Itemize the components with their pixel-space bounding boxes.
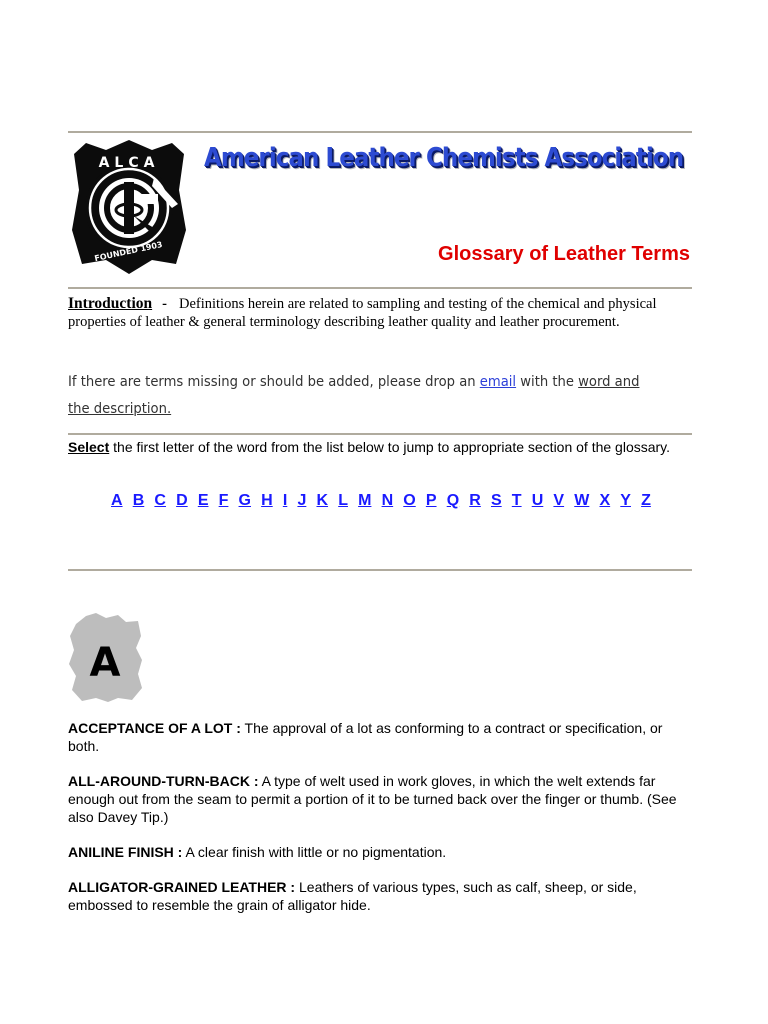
glossary-definition: A clear finish with little or no pigmentation. [182, 844, 447, 860]
glossary-entry [68, 878, 692, 914]
glossary-term: ALLIGATOR-GRAINED LEATHER : [68, 879, 296, 895]
add-terms-request [68, 369, 655, 423]
glossary-entry [68, 772, 692, 826]
alphabet-link-c[interactable]: C [154, 492, 166, 509]
alphabet-link-j[interactable]: J [297, 492, 307, 509]
alphabet-link-a[interactable]: A [111, 492, 123, 509]
intro-heading: Introduction [68, 295, 153, 312]
alphabet-index [111, 492, 651, 510]
alphabet-link-y[interactable]: Y [620, 492, 631, 509]
alphabet-link-n[interactable]: N [381, 492, 394, 509]
alphabet-link-t[interactable]: T [511, 492, 522, 509]
glossary-definition: A type of welt used in work gloves, in which the welt extends far enough out from the seam to permit a portion of it to be turned back over the finger or thumb. (See also Davey Tip.) [68, 773, 677, 825]
alphabet-link-q[interactable]: Q [446, 492, 460, 509]
alphabet-link-b[interactable]: B [132, 492, 145, 509]
alphabet-link-d[interactable]: D [176, 492, 188, 509]
alphabet-link-k[interactable]: K [316, 492, 329, 509]
intro-paragraph [68, 295, 692, 331]
alphabet-link-v[interactable]: V [553, 492, 565, 509]
glossary-entry [68, 719, 692, 755]
alca-logo [70, 138, 188, 276]
alphabet-link-o[interactable]: O [403, 492, 416, 509]
glossary-definition: Leathers of various types, such as calf, sheep, or side, embossed to resemble the grain of alligator hide. [68, 879, 637, 913]
select-label: Select [68, 439, 110, 455]
request-text-middle: with the [516, 374, 579, 390]
alphabet-link-i[interactable]: I [282, 492, 288, 509]
alphabet-link-w[interactable]: W [574, 492, 590, 509]
glossary-entries [68, 719, 692, 931]
divider [68, 569, 692, 571]
alphabet-link-h[interactable]: H [261, 492, 273, 509]
divider [68, 287, 692, 289]
divider [68, 433, 692, 435]
alphabet-link-e[interactable]: E [197, 492, 209, 509]
email-link[interactable]: email [479, 374, 517, 390]
alphabet-link-g[interactable]: G [238, 492, 251, 509]
alphabet-link-r[interactable]: R [469, 492, 481, 509]
glossary-term: ANILINE FINISH : [68, 844, 183, 860]
svg-text:ALCA: ALCA [98, 155, 160, 171]
select-text: the first letter of the word from the list below to jump to appropriate section of the glossary. [109, 439, 671, 455]
alphabet-link-f[interactable]: F [218, 492, 229, 509]
alphabet-link-l[interactable]: L [338, 492, 348, 509]
select-instructions [68, 438, 692, 457]
svg-text:A: A [89, 640, 121, 686]
glossary-entry [68, 843, 692, 861]
intro-dash: - [162, 296, 167, 312]
alphabet-link-s[interactable]: S [490, 492, 502, 509]
alphabet-link-u[interactable]: U [531, 492, 544, 509]
association-name: American Leather Chemists Association [204, 143, 684, 173]
alphabet-link-p[interactable]: P [425, 492, 437, 509]
glossary-definition: The approval of a lot as conforming to a contract or specification, or both. [68, 720, 663, 754]
glossary-term: ALL-AROUND-TURN-BACK : [68, 773, 259, 789]
section-letter-icon [68, 612, 142, 702]
document-page [68, 0, 692, 1024]
alphabet-link-x[interactable]: X [599, 492, 611, 509]
svg-text:FOUNDED 1903: FOUNDED 1903 [93, 239, 164, 264]
divider [68, 131, 692, 133]
intro-text: Definitions herein are related to sampling and testing of the chemical and physical properties of leather & general terminology describing leather quality and leather procurement. [68, 296, 657, 330]
request-underlined-text: word and the description. [68, 374, 640, 417]
glossary-term: ACCEPTANCE OF A LOT : [68, 720, 241, 736]
alphabet-link-z[interactable]: Z [641, 492, 651, 509]
page-title: Glossary of Leather Terms [438, 243, 690, 265]
request-text: If there are terms missing or should be added, please drop an [68, 374, 480, 390]
alphabet-link-m[interactable]: M [358, 492, 372, 509]
